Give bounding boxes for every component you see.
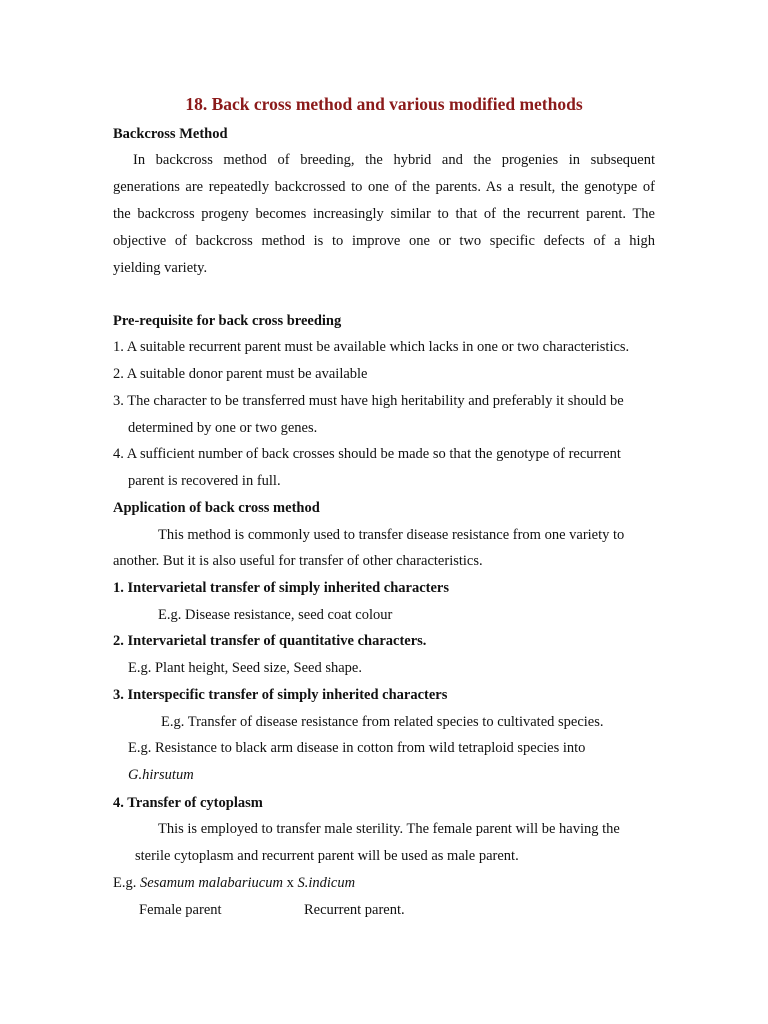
intro-line-3: the backcross progeny becomes increasingly similar to that of the recurrent parent. The bbox=[113, 206, 655, 222]
application-text-2: another. But it is also useful for transfer of other characteristics. bbox=[113, 553, 483, 569]
eg-prefix: E.g. bbox=[113, 875, 137, 891]
application-heading: Application of back cross method bbox=[113, 500, 320, 516]
recurrent-parent-label: Recurrent parent. bbox=[304, 902, 405, 918]
section-4-text-1: This is employed to transfer male sterility. The female parent will be having the bbox=[158, 821, 620, 837]
prereq-item-3: 3. The character to be transferred must have high heritability and preferably it should be bbox=[113, 393, 624, 409]
female-parent-label: Female parent bbox=[139, 902, 222, 918]
intro-line-1: In backcross method of breeding, the hybrid and the progenies in subsequent bbox=[133, 152, 655, 168]
section-4-heading: 4. Transfer of cytoplasm bbox=[113, 795, 263, 811]
cross-symbol: x bbox=[286, 875, 294, 891]
female-species: Sesamum malabariucum bbox=[139, 875, 283, 891]
section-3-example-1: E.g. Transfer of disease resistance from related species to cultivated species. bbox=[161, 714, 604, 730]
section-3-example-2: E.g. Resistance to black arm disease in cotton from wild tetraploid species into bbox=[128, 740, 586, 756]
application-text-1: This method is commonly used to transfer disease resistance from one variety to bbox=[158, 527, 625, 543]
page-title: 18. Back cross method and various modified methods bbox=[185, 94, 583, 114]
intro-line-4: objective of backcross method is to improve one or two specific defects of a high bbox=[113, 233, 655, 249]
backcross-heading: Backcross Method bbox=[113, 126, 228, 142]
section-3-heading: 3. Interspecific transfer of simply inherited characters bbox=[113, 687, 448, 703]
section-2-heading: 2. Intervarietal transfer of quantitative characters. bbox=[113, 633, 427, 649]
prereq-heading: Pre-requisite for back cross breeding bbox=[113, 313, 342, 329]
prereq-item-1: 1. A suitable recurrent parent must be available which lacks in one or two characteristics. bbox=[113, 339, 630, 355]
section-3-species: G.hirsutum bbox=[128, 767, 194, 783]
section-4-text-2: sterile cytoplasm and recurrent parent will be used as male parent. bbox=[135, 848, 519, 864]
prereq-item-4: 4. A sufficient number of back crosses should be made so that the genotype of recurrent bbox=[113, 446, 621, 462]
prereq-item-4-cont: parent is recovered in full. bbox=[128, 473, 281, 489]
cross-example bbox=[113, 874, 355, 892]
prereq-item-2: 2. A suitable donor parent must be available bbox=[113, 366, 368, 382]
section-1-heading: 1. Intervarietal transfer of simply inherited characters bbox=[113, 580, 449, 596]
prereq-item-3-cont: determined by one or two genes. bbox=[128, 420, 318, 436]
section-1-example: E.g. Disease resistance, seed coat colour bbox=[158, 607, 393, 623]
intro-line-5: yielding variety. bbox=[113, 260, 208, 276]
recurrent-species: S.indicum bbox=[297, 875, 356, 891]
intro-line-2: generations are repeatedly backcrossed to one of the parents. As a result, the genotype of bbox=[113, 179, 655, 195]
section-2-example: E.g. Plant height, Seed size, Seed shape. bbox=[128, 660, 362, 676]
